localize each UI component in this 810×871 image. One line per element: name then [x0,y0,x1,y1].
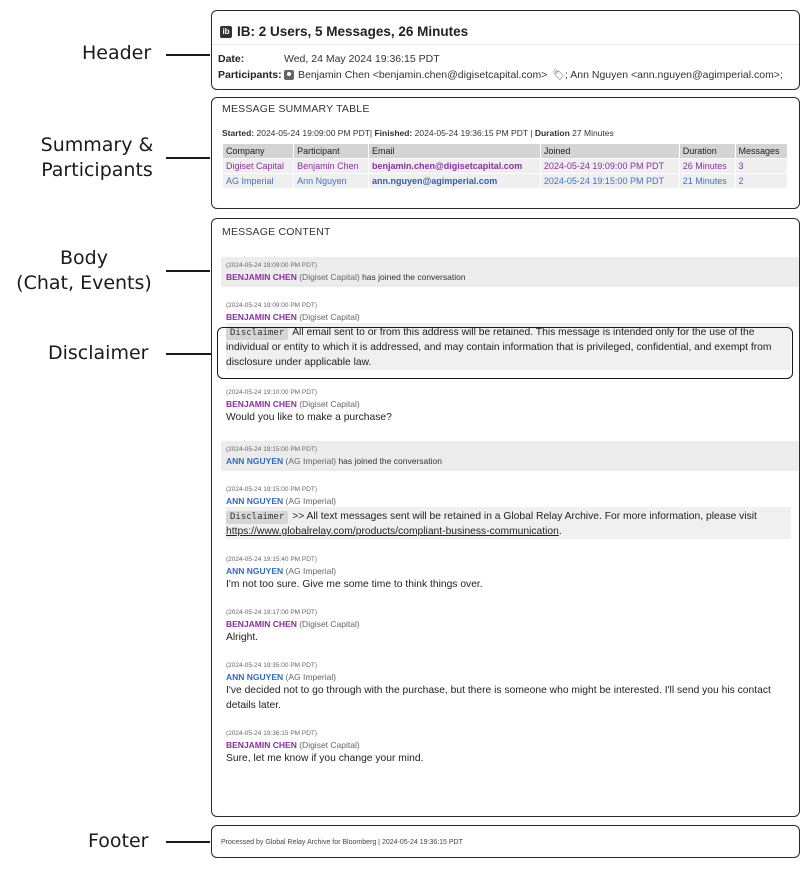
cell-messages: 2 [735,174,788,189]
person-icon [284,70,294,80]
callout-header: Header [82,42,152,64]
cell-email[interactable]: benjamin.chen@digisetcapital.com [368,159,540,174]
cell-duration: 26 Minutes [679,159,735,174]
link-trailing-period: . [558,526,562,537]
cell-company: Digiset Capital [223,159,294,174]
table-row [223,159,788,174]
message-sender [226,398,791,410]
content-title: MESSAGE CONTENT [222,226,331,238]
date-row [212,51,799,67]
cell-participant: Ann Nguyen [294,174,369,189]
participant-separator-2: ; [780,69,783,81]
event-text: has joined the conversation [338,456,442,466]
callout-line-header [166,54,210,56]
message-sender [226,739,791,751]
callout-line-summary [166,157,210,159]
message-timestamp: (2024-05-24 19:15:00 PM PDT) [226,486,318,493]
message-timestamp: (2024-05-24 19:10:00 PM PDT) [226,389,318,396]
message-timestamp: (2024-05-24 19:17:00 PM PDT) [226,609,318,616]
disclaimer-badge: Disclaimer [226,511,288,524]
header-title-bar [212,11,799,45]
col-joined: Joined [540,144,679,159]
sender-org: (Digiset Capital) [299,312,360,322]
callout-line-body [166,270,210,272]
message-sender [226,618,791,630]
message-timestamp: (2024-05-24 19:09:00 PM PDT) [226,302,318,309]
col-participant: Participant [294,144,369,159]
message-body: Alright. [226,632,259,643]
disclaimer-body: >> All text messages sent will be retained in a Global Relay Archive. For more information, please visit [292,511,757,522]
footer-text: Processed by Global Relay Archive for Bloomberg | 2024-05-24 19:36:15 PDT [221,839,463,846]
sender-name: BENJAMIN CHEN [226,272,297,282]
sender-name: BENJAMIN CHEN [226,399,297,409]
message-body: Would you like to make a purchase? [226,412,392,423]
message-body: Sure, let me know if you change your mind. [226,753,424,764]
message-sender [226,495,791,507]
event-text: has joined the conversation [362,272,466,282]
callout-footer: Footer [88,830,149,852]
table-row [223,174,788,189]
sender-name: BENJAMIN CHEN [226,312,297,322]
sender-org: (Digiset Capital) [299,272,360,282]
col-email: Email [368,144,540,159]
message-content-panel [211,218,800,817]
sender-org: (Digiset Capital) [299,740,360,750]
col-company: Company [223,144,294,159]
sender-name: ANN NGUYEN [226,566,284,576]
summary-panel [211,97,800,209]
date-label: Date: [218,53,245,65]
callout-summary-line2: Participants [41,158,153,181]
sender-name: ANN NGUYEN [226,496,284,506]
duration-label: Duration [534,128,570,138]
chat-message [212,388,799,425]
sender-org: (AG Imperial) [285,456,337,466]
callout-line-footer [166,841,210,843]
duration-value: 27 Minutes [572,128,614,138]
chat-message [212,301,799,370]
cell-joined: 2024-05-24 19:09:00 PM PDT [540,159,679,174]
date-value: Wed, 24 May 2024 19:36:15 PDT [284,53,440,65]
col-duration: Duration [679,144,735,159]
message-sender [226,455,791,467]
chat-message [212,485,799,539]
event-message [221,441,799,471]
cell-email[interactable]: ann.nguyen@agimperial.com [368,174,540,189]
callout-disclaimer: Disclaimer [48,342,149,364]
participant-2[interactable]: Ann Nguyen <ann.nguyen@agimperial.com> [570,69,780,81]
chat-message [212,555,799,592]
finished-value: 2024-05-24 19:36:15 PM PDT | [414,128,533,138]
summary-table [222,143,788,189]
message-sender [226,271,791,283]
footer-panel [211,825,800,858]
message-timestamp: (2024-05-24 19:15:40 PM PDT) [226,556,318,563]
participants-label: Participants: [218,69,282,81]
participant-separator: ; [565,69,568,81]
callout-body-line1: Body [60,247,108,269]
summary-table-header [223,144,788,159]
event-message [221,257,799,287]
bloomberg-ib-icon: ib [220,26,232,38]
callout-summary [30,133,164,182]
callout-body-line2: (Chat, Events) [16,271,152,294]
chat-message [212,608,799,645]
message-sender [226,565,791,577]
col-messages: Messages [735,144,788,159]
sender-name: BENJAMIN CHEN [226,740,297,750]
message-timestamp: (2024-05-24 19:15:00 PM PDT) [226,446,318,453]
callout-body [4,246,164,295]
participant-1[interactable]: Benjamin Chen <benjamin.chen@digisetcapital.com> [298,69,548,81]
message-sender [226,671,791,683]
sender-name: ANN NGUYEN [226,456,284,466]
message-body: I'm not too sure. Give me some time to think things over. [226,579,483,590]
participants-row [212,67,799,83]
cell-messages: 3 [735,159,788,174]
disclaimer-text [226,323,791,370]
started-value: 2024-05-24 19:09:00 PM PDT| [256,128,373,138]
callout-summary-line1: Summary & [40,134,154,156]
chat-message [212,661,799,713]
disclaimer-body: All email sent to or from this address will be retained. This message is intended only for the use of the individual or entity to which it is addressed, and may contain information that is privileged, confidential, and exempt from disclosure under applicable law. [226,327,772,368]
disclaimer-text [226,507,791,539]
sender-org: (AG Imperial) [285,566,337,576]
sender-org: (AG Imperial) [285,496,337,506]
sender-org: (AG Imperial) [285,672,337,682]
finished-label: Finished: [374,128,413,138]
cell-participant: Benjamin Chen [294,159,369,174]
sender-org: (Digiset Capital) [299,619,360,629]
message-sender [226,311,791,323]
message-body: I've decided not to go through with the purchase, but there is someone who might be interested. I'll send you his contact details later. [226,685,771,711]
tag-icon: 🏷 [552,70,566,81]
message-timestamp: (2024-05-24 19:36:15 PM PDT) [226,730,318,737]
started-label: Started: [222,128,255,138]
header-panel [211,10,800,90]
cell-company: AG Imperial [223,174,294,189]
page-title: IB: 2 Users, 5 Messages, 26 Minutes [237,24,469,39]
cell-joined: 2024-05-24 19:15:00 PM PDT [540,174,679,189]
message-timestamp: (2024-05-24 19:35:00 PM PDT) [226,662,318,669]
globalrelay-link[interactable]: https://www.globalrelay.com/products/compliant-business-communication [226,526,559,537]
summary-times [212,115,799,143]
summary-title: MESSAGE SUMMARY TABLE [222,103,370,115]
disclaimer-badge: Disclaimer [226,327,288,340]
cell-duration: 21 Minutes [679,174,735,189]
chat-message [212,729,799,766]
sender-name: BENJAMIN CHEN [226,619,297,629]
sender-org: (Digiset Capital) [299,399,360,409]
sender-name: ANN NGUYEN [226,672,284,682]
callout-line-disclaimer [166,353,217,355]
message-timestamp: (2024-05-24 19:09:00 PM PDT) [226,262,318,269]
participants-value [284,69,783,81]
